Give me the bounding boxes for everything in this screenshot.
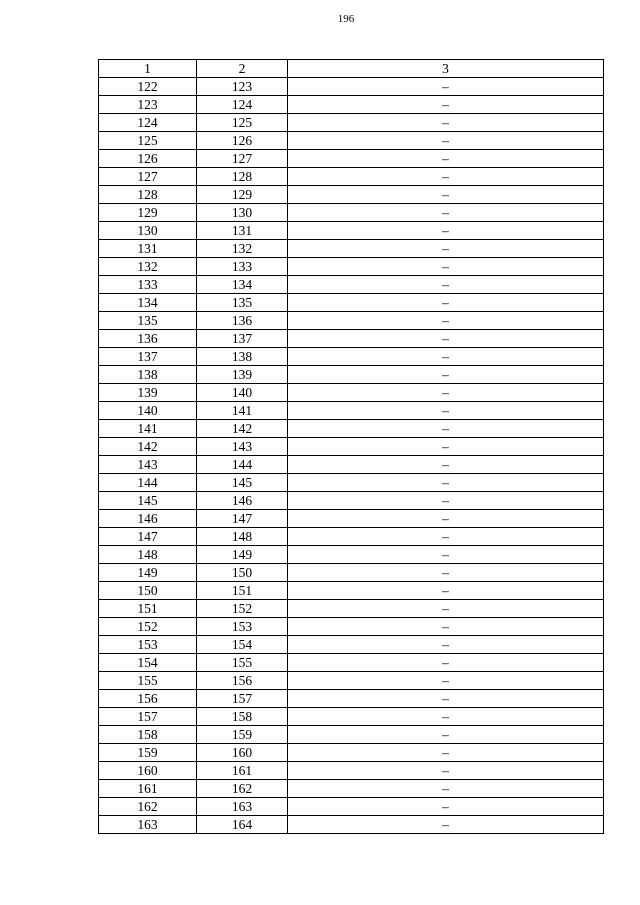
table-cell-col-2: 148: [197, 528, 288, 546]
table-row: [99, 330, 604, 348]
table-cell-col-2: 135: [197, 294, 288, 312]
table-cell-col-2: 142: [197, 420, 288, 438]
table-cell-col-2: 126: [197, 132, 288, 150]
table-cell-col-3: –: [288, 240, 604, 258]
table-cell-col-1: 136: [99, 330, 197, 348]
table-cell-col-2: 152: [197, 600, 288, 618]
table-cell-col-1: 160: [99, 762, 197, 780]
table-row: [99, 222, 604, 240]
table-cell-col-1: 133: [99, 276, 197, 294]
table-cell-col-2: 155: [197, 654, 288, 672]
table-cell-col-3: –: [288, 762, 604, 780]
table-row: [99, 510, 604, 528]
table-cell-col-3: –: [288, 690, 604, 708]
data-table: [98, 59, 604, 834]
table-row: [99, 456, 604, 474]
table-cell-col-1: 124: [99, 114, 197, 132]
table-cell-col-3: –: [288, 366, 604, 384]
table-cell-col-1: 140: [99, 402, 197, 420]
column-header-1: 1: [99, 60, 197, 78]
table-cell-col-2: 136: [197, 312, 288, 330]
table-cell-col-3: –: [288, 654, 604, 672]
data-table-container: [98, 59, 603, 834]
table-cell-col-3: –: [288, 420, 604, 438]
table-cell-col-1: 141: [99, 420, 197, 438]
table-cell-col-2: 138: [197, 348, 288, 366]
table-cell-col-1: 150: [99, 582, 197, 600]
table-cell-col-3: –: [288, 384, 604, 402]
table-row: [99, 600, 604, 618]
table-cell-col-3: –: [288, 618, 604, 636]
table-cell-col-3: –: [288, 708, 604, 726]
table-cell-col-1: 153: [99, 636, 197, 654]
table-body: [99, 78, 604, 834]
table-cell-col-3: –: [288, 330, 604, 348]
table-cell-col-1: 149: [99, 564, 197, 582]
table-cell-col-3: –: [288, 438, 604, 456]
table-cell-col-3: –: [288, 546, 604, 564]
table-cell-col-2: 132: [197, 240, 288, 258]
table-row: [99, 366, 604, 384]
table-cell-col-2: 137: [197, 330, 288, 348]
table-cell-col-3: –: [288, 78, 604, 96]
table-cell-col-2: 144: [197, 456, 288, 474]
table-cell-col-3: –: [288, 564, 604, 582]
table-row: [99, 186, 604, 204]
table-cell-col-1: 125: [99, 132, 197, 150]
table-row: [99, 474, 604, 492]
table-cell-col-2: 145: [197, 474, 288, 492]
table-row: [99, 528, 604, 546]
table-row: [99, 312, 604, 330]
table-cell-col-3: –: [288, 528, 604, 546]
table-cell-col-1: 158: [99, 726, 197, 744]
table-cell-col-1: 142: [99, 438, 197, 456]
table-row: [99, 276, 604, 294]
table-cell-col-3: –: [288, 744, 604, 762]
table-cell-col-1: 152: [99, 618, 197, 636]
table-cell-col-2: 149: [197, 546, 288, 564]
table-cell-col-2: 161: [197, 762, 288, 780]
table-cell-col-2: 128: [197, 168, 288, 186]
table-cell-col-3: –: [288, 780, 604, 798]
table-cell-col-2: 125: [197, 114, 288, 132]
table-row: [99, 168, 604, 186]
table-cell-col-2: 156: [197, 672, 288, 690]
table-cell-col-3: –: [288, 816, 604, 834]
table-cell-col-1: 138: [99, 366, 197, 384]
table-row: [99, 132, 604, 150]
table-cell-col-2: 159: [197, 726, 288, 744]
table-cell-col-3: –: [288, 474, 604, 492]
table-cell-col-2: 140: [197, 384, 288, 402]
table-row: [99, 726, 604, 744]
table-row: [99, 96, 604, 114]
table-row: [99, 654, 604, 672]
table-cell-col-1: 156: [99, 690, 197, 708]
table-cell-col-1: 122: [99, 78, 197, 96]
table-cell-col-3: –: [288, 150, 604, 168]
table-cell-col-1: 132: [99, 258, 197, 276]
table-row: [99, 708, 604, 726]
table-cell-col-3: –: [288, 96, 604, 114]
table-cell-col-1: 135: [99, 312, 197, 330]
table-cell-col-2: 163: [197, 798, 288, 816]
table-cell-col-2: 158: [197, 708, 288, 726]
table-cell-col-2: 131: [197, 222, 288, 240]
table-cell-col-2: 139: [197, 366, 288, 384]
table-row: [99, 780, 604, 798]
table-row: [99, 636, 604, 654]
table-cell-col-2: 129: [197, 186, 288, 204]
table-cell-col-2: 133: [197, 258, 288, 276]
table-cell-col-1: 126: [99, 150, 197, 168]
table-cell-col-2: 160: [197, 744, 288, 762]
table-row: [99, 618, 604, 636]
table-cell-col-1: 130: [99, 222, 197, 240]
table-cell-col-1: 147: [99, 528, 197, 546]
table-cell-col-2: 123: [197, 78, 288, 96]
table-row: [99, 564, 604, 582]
table-cell-col-2: 150: [197, 564, 288, 582]
table-cell-col-1: 123: [99, 96, 197, 114]
table-cell-col-3: –: [288, 636, 604, 654]
table-cell-col-2: 162: [197, 780, 288, 798]
table-cell-col-1: 155: [99, 672, 197, 690]
table-row: [99, 114, 604, 132]
table-cell-col-1: 157: [99, 708, 197, 726]
table-cell-col-2: 134: [197, 276, 288, 294]
table-row: [99, 258, 604, 276]
table-cell-col-1: 143: [99, 456, 197, 474]
table-row: [99, 294, 604, 312]
table-row: [99, 240, 604, 258]
table-cell-col-3: –: [288, 312, 604, 330]
table-cell-col-3: –: [288, 132, 604, 150]
table-cell-col-2: 141: [197, 402, 288, 420]
table-cell-col-2: 146: [197, 492, 288, 510]
table-cell-col-1: 129: [99, 204, 197, 222]
table-row: [99, 816, 604, 834]
table-cell-col-3: –: [288, 582, 604, 600]
table-row: [99, 798, 604, 816]
table-cell-col-3: –: [288, 294, 604, 312]
table-row: [99, 492, 604, 510]
table-row: [99, 204, 604, 222]
table-cell-col-2: 124: [197, 96, 288, 114]
table-cell-col-3: –: [288, 186, 604, 204]
table-cell-col-1: 161: [99, 780, 197, 798]
table-cell-col-1: 148: [99, 546, 197, 564]
table-cell-col-3: –: [288, 402, 604, 420]
table-cell-col-2: 154: [197, 636, 288, 654]
table-cell-col-3: –: [288, 204, 604, 222]
table-row: [99, 348, 604, 366]
table-row: [99, 762, 604, 780]
table-cell-col-3: –: [288, 276, 604, 294]
table-cell-col-3: –: [288, 114, 604, 132]
table-row: [99, 402, 604, 420]
table-cell-col-3: –: [288, 222, 604, 240]
table-row: [99, 744, 604, 762]
table-row: [99, 150, 604, 168]
table-row: [99, 690, 604, 708]
table-cell-col-2: 151: [197, 582, 288, 600]
table-cell-col-3: –: [288, 726, 604, 744]
table-row: [99, 546, 604, 564]
table-cell-col-3: –: [288, 672, 604, 690]
table-cell-col-2: 153: [197, 618, 288, 636]
table-cell-col-1: 154: [99, 654, 197, 672]
table-cell-col-1: 139: [99, 384, 197, 402]
table-cell-col-1: 134: [99, 294, 197, 312]
table-cell-col-3: –: [288, 798, 604, 816]
table-cell-col-3: –: [288, 510, 604, 528]
table-cell-col-2: 127: [197, 150, 288, 168]
table-cell-col-2: 164: [197, 816, 288, 834]
table-cell-col-3: –: [288, 456, 604, 474]
table-row: [99, 672, 604, 690]
table-cell-col-1: 127: [99, 168, 197, 186]
table-row: [99, 78, 604, 96]
column-header-3: 3: [288, 60, 604, 78]
table-cell-col-2: 147: [197, 510, 288, 528]
table-cell-col-1: 137: [99, 348, 197, 366]
table-cell-col-2: 157: [197, 690, 288, 708]
table-cell-col-2: 143: [197, 438, 288, 456]
table-cell-col-1: 146: [99, 510, 197, 528]
table-cell-col-1: 144: [99, 474, 197, 492]
table-cell-col-3: –: [288, 348, 604, 366]
table-row: [99, 582, 604, 600]
table-cell-col-1: 151: [99, 600, 197, 618]
column-header-2: 2: [197, 60, 288, 78]
table-cell-col-1: 163: [99, 816, 197, 834]
table-cell-col-3: –: [288, 600, 604, 618]
table-cell-col-1: 131: [99, 240, 197, 258]
table-cell-col-1: 145: [99, 492, 197, 510]
page-number: 196: [337, 13, 355, 25]
table-cell-col-1: 162: [99, 798, 197, 816]
table-cell-col-1: 159: [99, 744, 197, 762]
table-row: [99, 420, 604, 438]
table-header-row: [99, 60, 604, 78]
table-cell-col-3: –: [288, 492, 604, 510]
table-cell-col-1: 128: [99, 186, 197, 204]
table-cell-col-3: –: [288, 258, 604, 276]
table-row: [99, 384, 604, 402]
table-cell-col-2: 130: [197, 204, 288, 222]
table-row: [99, 438, 604, 456]
table-cell-col-3: –: [288, 168, 604, 186]
